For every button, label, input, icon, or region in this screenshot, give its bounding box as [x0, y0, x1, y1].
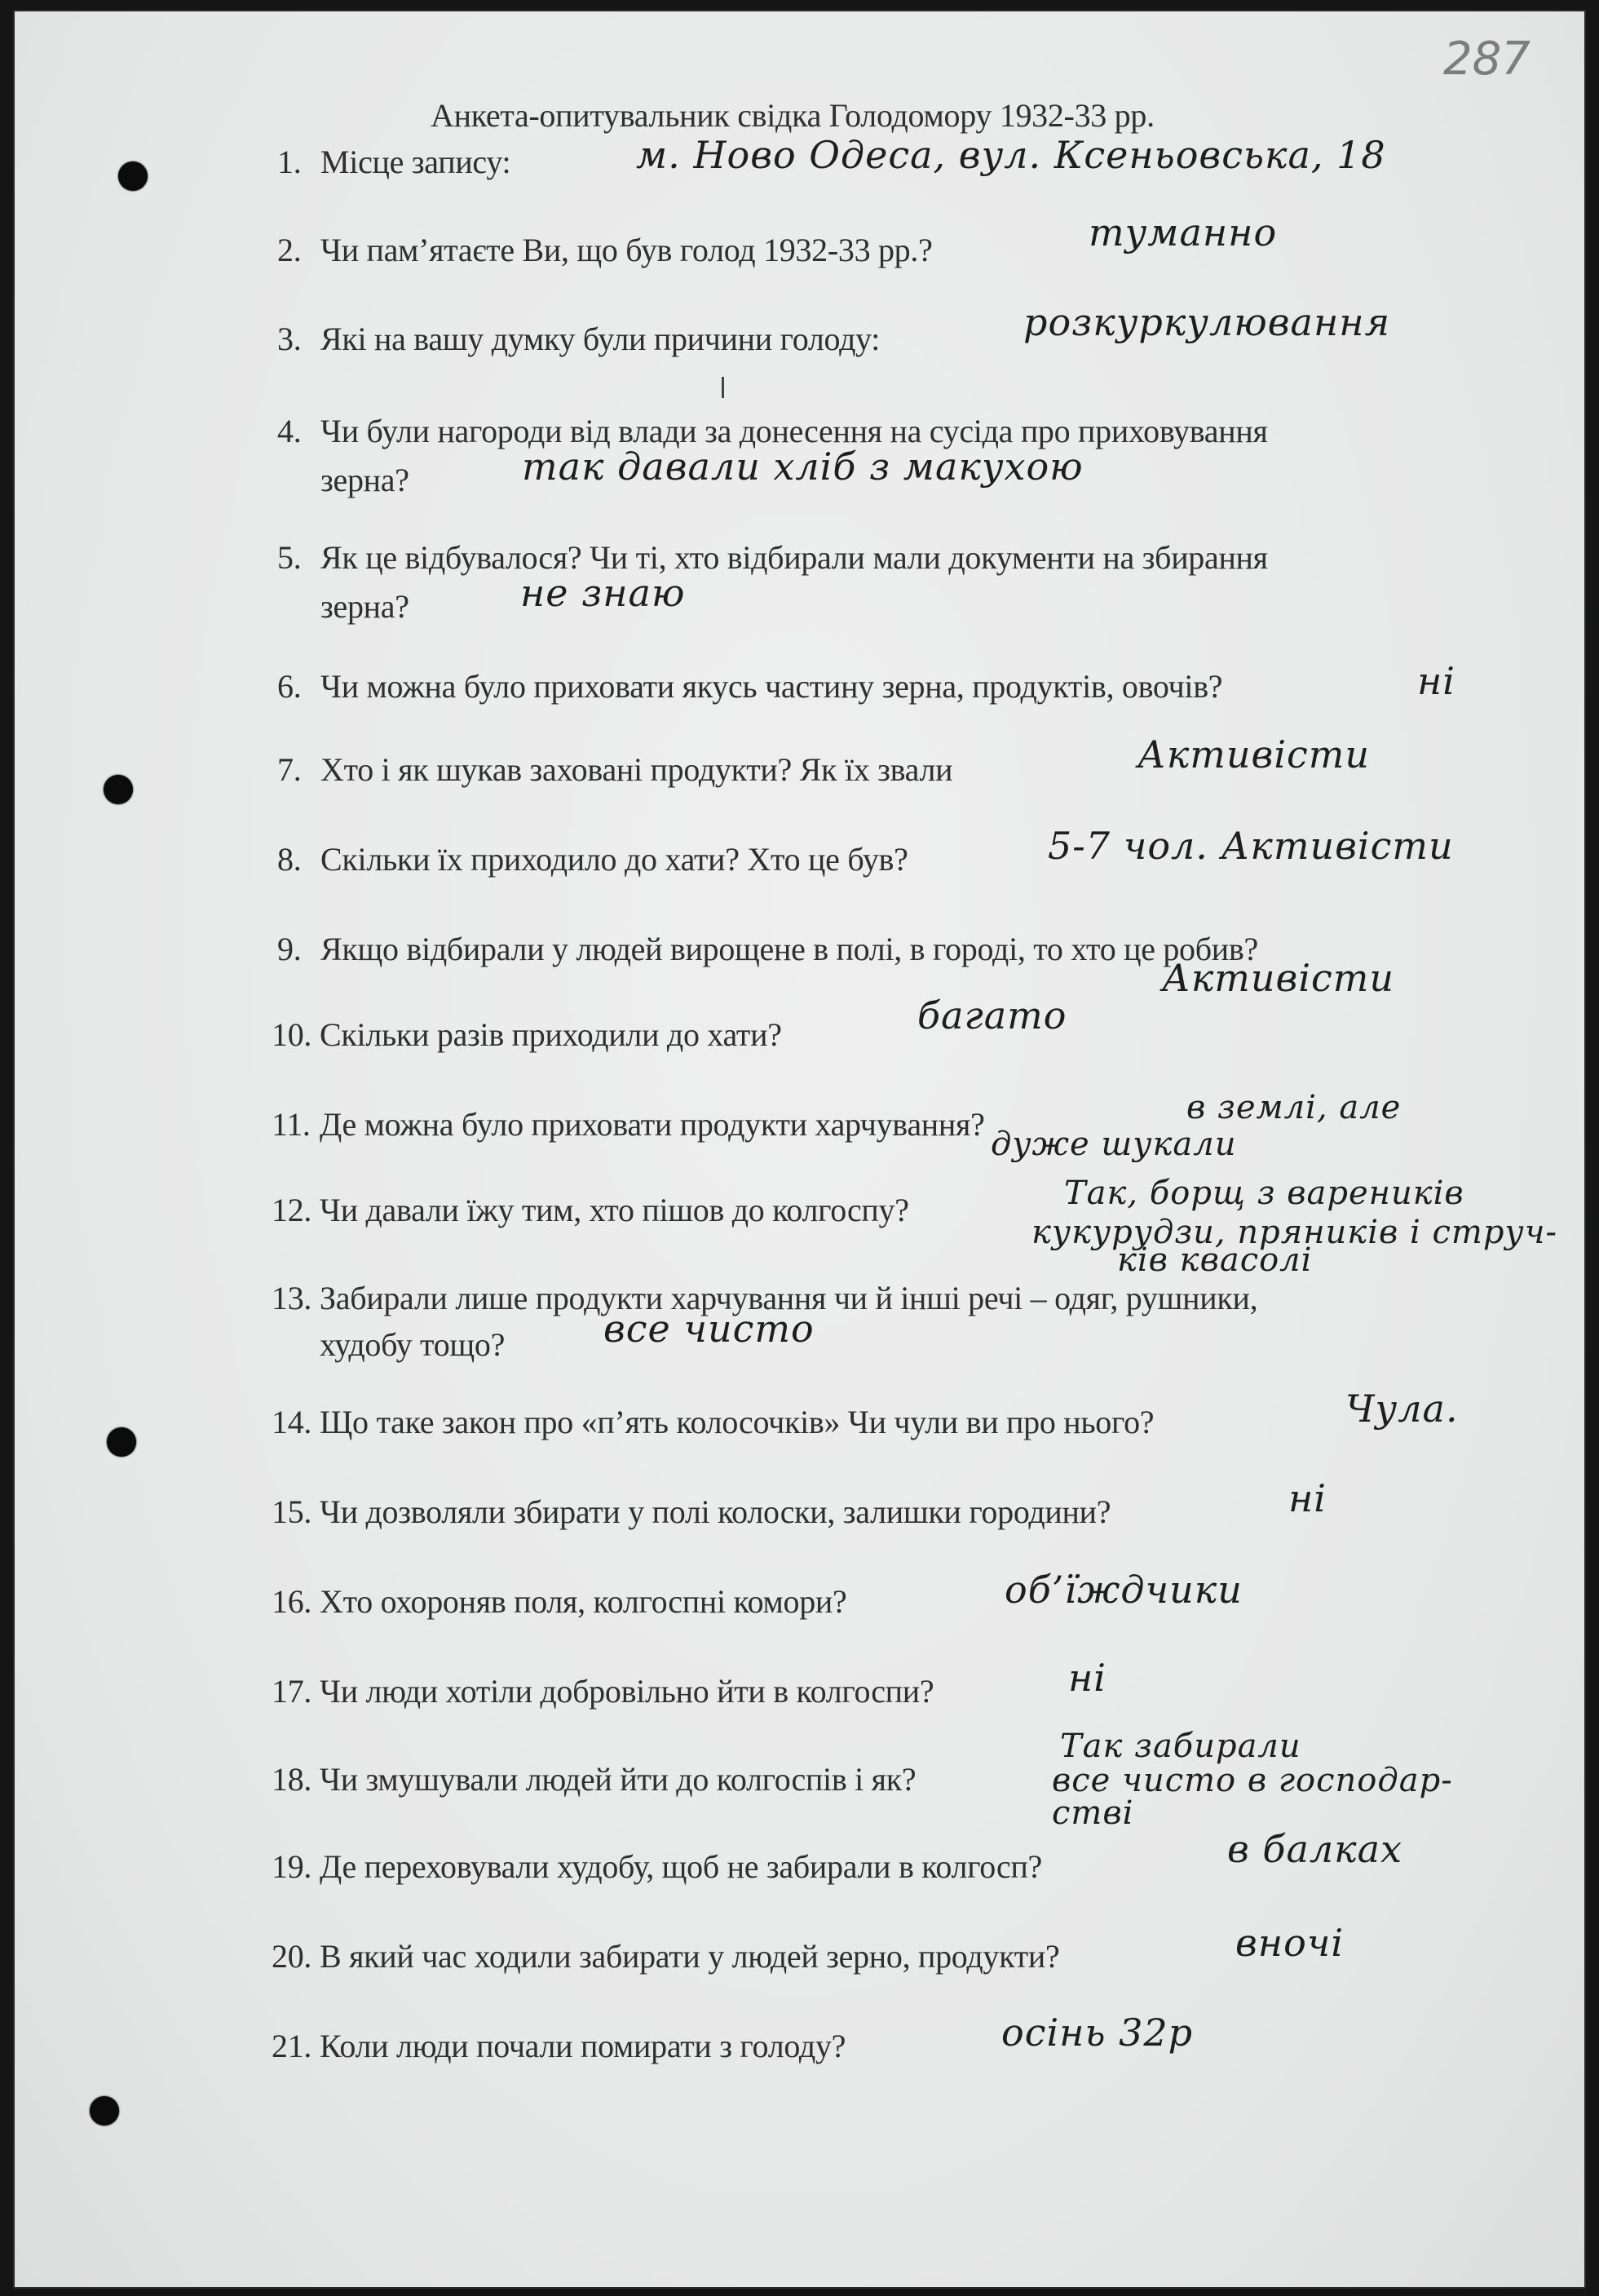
- question-number: 6.: [277, 668, 302, 705]
- question-number: 13.: [272, 1280, 312, 1316]
- punch-hole: [90, 2096, 119, 2126]
- question-number: 19.: [272, 1848, 312, 1885]
- handwritten-answer: Активісти: [1162, 956, 1395, 1000]
- question-text: Чи люди хотіли добровільно йти в колгоспи?: [320, 1673, 934, 1710]
- question-text: В який час ходили забирати у людей зерно, продукти?: [320, 1938, 1060, 1975]
- question-text: Чи пам’ятаєте Ви, що був голод 1932-33 рр.?: [320, 232, 933, 268]
- question-number: 18.: [272, 1761, 312, 1798]
- question-text: Місце запису:: [320, 144, 511, 180]
- punch-hole: [118, 161, 148, 191]
- question-number: 9.: [277, 931, 302, 967]
- handwritten-answer: не знаю: [520, 571, 686, 615]
- question-text: Хто охороняв поля, колгоспні комори?: [320, 1583, 847, 1620]
- question-text: Чи дозволяли збирати у полі колоски, залишки городини?: [320, 1493, 1111, 1530]
- question-number: 5.: [277, 539, 302, 576]
- handwritten-answer: ків квасолі: [1117, 1241, 1313, 1279]
- handwritten-answer: об’їждчики: [1005, 1568, 1243, 1612]
- question-text: Коли люди почали помирати з голоду?: [320, 2028, 846, 2064]
- question-text: зерна?: [320, 588, 409, 625]
- punch-hole: [107, 1427, 136, 1457]
- handwritten-answer: Так забирали: [1060, 1728, 1301, 1765]
- question-number: 14.: [272, 1404, 312, 1440]
- handwritten-answer: м. Ново Одеса, вул. Ксеньовська, 18: [636, 133, 1386, 177]
- handwritten-answer: так давали хліб з макухою: [522, 445, 1084, 489]
- question-text: Де можна було приховати продукти харчування?: [320, 1106, 985, 1143]
- question-text: Хто і як шукав заховані продукти? Як їх звали: [320, 751, 953, 788]
- question-number: 12.: [272, 1192, 312, 1228]
- handwritten-answer: Так, борщ з вареників: [1064, 1175, 1464, 1212]
- question-number: 15.: [272, 1493, 312, 1530]
- handwritten-answer: кукурудзи, пряників і струч-: [1031, 1214, 1558, 1251]
- question-number: 10.: [272, 1016, 312, 1053]
- question-number: 3.: [277, 321, 302, 357]
- archive-number: 287: [1443, 33, 1531, 86]
- handwritten-answer: осінь 32р: [1001, 2011, 1194, 2055]
- question-text: Чи змушували людей йти до колгоспів і як?: [320, 1761, 917, 1798]
- handwritten-answer: все чисто в господар-: [1052, 1762, 1453, 1799]
- form-title: Анкета-опитувальник свідка Голодомору 1932-33 рр.: [431, 97, 1155, 134]
- question-text: Скільки їх приходило до хати? Хто це був?: [320, 841, 908, 878]
- question-text: Скільки разів приходили до хати?: [320, 1016, 782, 1053]
- question-number: 2.: [277, 232, 302, 268]
- pen-mark: [722, 377, 724, 398]
- question-number: 16.: [272, 1583, 312, 1620]
- question-text: Якщо відбирали у людей вирощене в полі, в городі, то хто це робив?: [320, 931, 1258, 967]
- question-number: 7.: [277, 751, 302, 788]
- handwritten-answer: все чисто: [603, 1307, 815, 1351]
- handwritten-answer: стві: [1052, 1794, 1134, 1832]
- question-number: 8.: [277, 841, 302, 878]
- handwritten-answer: вночі: [1235, 1921, 1345, 1965]
- handwritten-answer: ні: [1068, 1656, 1107, 1700]
- question-number: 20.: [272, 1938, 312, 1975]
- question-text: Чи можна було приховати якусь частину зерна, продуктів, овочів?: [320, 668, 1223, 705]
- handwritten-answer: 5-7 чол. Активісти: [1048, 824, 1454, 868]
- question-text: Як це відбувалося? Чи ті, хто відбирали мали документи на збирання: [320, 539, 1268, 576]
- question-number: 1.: [277, 144, 302, 180]
- question-number: 17.: [272, 1673, 312, 1710]
- question-text: зерна?: [320, 462, 409, 498]
- question-text: Чи були нагороди від влади за донесення на сусіда про приховування: [320, 413, 1268, 449]
- handwritten-answer: Чула.: [1345, 1387, 1459, 1431]
- question-number: 21.: [272, 2028, 312, 2064]
- handwritten-answer: в балках: [1227, 1827, 1403, 1871]
- question-text: Чи давали їжу тим, хто пішов до колгоспу?: [320, 1192, 909, 1228]
- punch-hole: [104, 775, 133, 804]
- handwritten-answer: Активісти: [1137, 732, 1371, 776]
- handwritten-answer: ні: [1417, 659, 1456, 703]
- handwritten-answer: багато: [917, 993, 1067, 1037]
- question-text: Де переховували худобу, щоб не забирали в колгосп?: [320, 1848, 1043, 1885]
- question-text: Забирали лише продукти харчування чи й інші речі – одяг, рушники,: [320, 1280, 1258, 1316]
- handwritten-answer: дуже шукали: [991, 1126, 1237, 1163]
- question-number: 11.: [272, 1106, 311, 1143]
- handwritten-answer: в землі, але: [1186, 1089, 1402, 1126]
- question-text: Які на вашу думку були причини голоду:: [320, 321, 881, 357]
- handwritten-answer: туманно: [1089, 210, 1278, 254]
- handwritten-answer: розкуркулювання: [1023, 300, 1391, 344]
- question-text: худобу тощо?: [320, 1326, 506, 1363]
- question-number: 4.: [277, 413, 302, 449]
- question-text: Що таке закон про «п’ять колосочків» Чи чули ви про нього?: [320, 1404, 1155, 1440]
- handwritten-answer: ні: [1288, 1476, 1327, 1520]
